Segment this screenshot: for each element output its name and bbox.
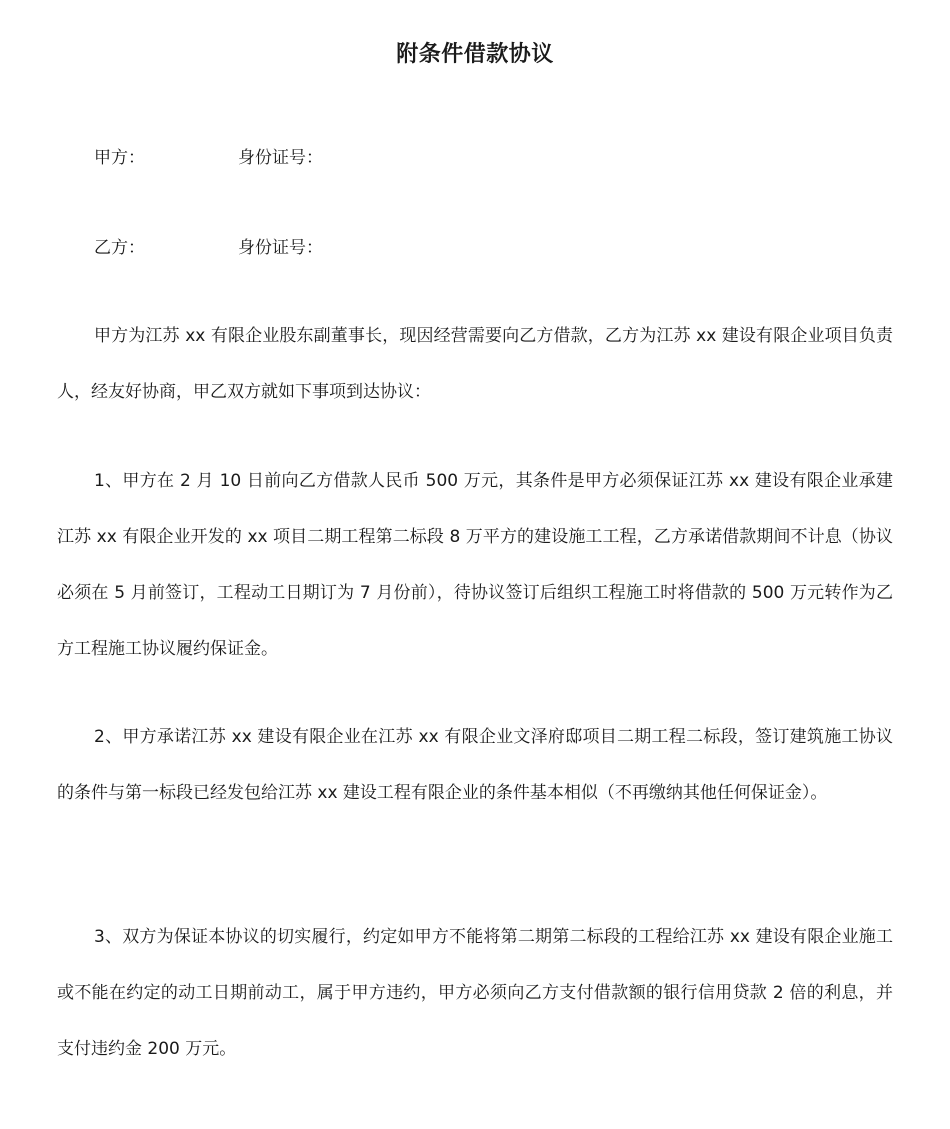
party-b-id-label: 身份证号：: [238, 238, 323, 258]
intro-paragraph: 甲方为江苏 xx 有限企业股东副董事长，现因经营需要向乙方借款，乙方为江苏 xx 建设有限企业项目负责人，经友好协商，甲乙双方就如下事项到达协议：: [57, 326, 893, 402]
document-title: 附条件借款协议: [396, 42, 554, 67]
party-b-label: 乙方：: [94, 238, 145, 258]
party-a-id-label: 身份证号：: [238, 148, 323, 168]
clause-2-paragraph: 2、甲方承诺江苏 xx 建设有限企业在江苏 xx 有限企业文泽府邸项目二期工程二标段，签订建筑施工协议的条件与第一标段已经发包给江苏 xx 建设工程有限企业的条件基本相似（不再缴纳其他任何保证金）。: [57, 727, 893, 803]
party-a-label: 甲方：: [94, 148, 145, 168]
clause-1-paragraph: 1、甲方在 2 月 10 日前向乙方借款人民币 500 万元，其条件是甲方必须保证江苏 xx 建设有限企业承建江苏 xx 有限企业开发的 xx 项目二期工程第二标段 8 万平方的建设施工工程，乙方承诺借款期间不计息（协议必须在 5 月前签订，工程动工日期订为 7 月份前），待协议签订后组织工程施工时将借款的 500 万元转作为乙方工程施工协议履约保证金。: [57, 471, 893, 659]
clause-3-paragraph: 3、双方为保证本协议的切实履行，约定如甲方不能将第二期第二标段的工程给江苏 xx 建设有限企业施工或不能在约定的动工日期前动工，属于甲方违约，甲方必须向乙方支付借款额的银行信用贷款 2 倍的利息，并支付违约金 200 万元。: [57, 927, 893, 1059]
